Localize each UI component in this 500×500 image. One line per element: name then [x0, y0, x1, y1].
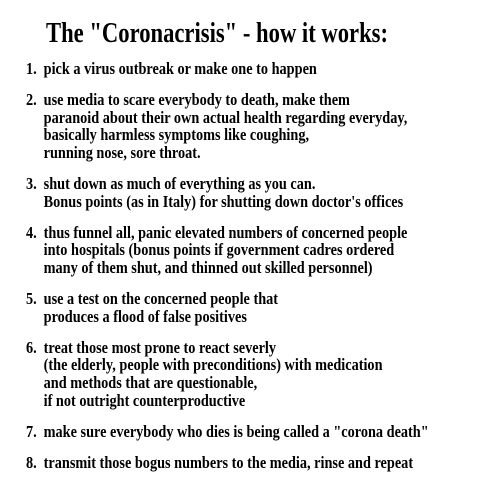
item-line: shut down as much of everything as you can.	[43, 173, 316, 193]
item-line: into hospitals (bonus points if government cadres ordered	[43, 240, 395, 260]
item-line: basically harmless symptoms like coughing,	[43, 125, 310, 145]
list-item-3	[26, 175, 484, 211]
item-number: 8.	[26, 452, 37, 472]
item-line: treat those most prone to react severly	[43, 337, 277, 357]
item-line: paranoid about their own actual health regarding everyday,	[43, 107, 408, 127]
item-number: 6.	[26, 337, 37, 357]
item-line: and methods that are questionable,	[43, 373, 258, 393]
item-line: use media to scare everybody to death, make them	[43, 89, 350, 109]
item-line: pick a virus outbreak or make one to happen	[43, 59, 317, 78]
item-number: 4.	[26, 222, 37, 242]
list-item-2	[26, 91, 484, 162]
item-number: 3.	[26, 173, 37, 193]
list-item-5	[26, 290, 484, 326]
item-line: transmit those bogus numbers to the media, rinse and repeat	[43, 452, 414, 472]
item-number: 2.	[26, 89, 37, 109]
item-line: produces a flood of false positives	[43, 306, 247, 326]
item-line: Bonus points (as in Italy) for shutting down doctor's offices	[43, 191, 404, 211]
item-line: use a test on the concerned people that	[43, 288, 279, 308]
item-line: make sure everybody who dies is being called a "corona death"	[43, 421, 429, 441]
item-line: (the elderly, people with preconditions) with medication	[43, 355, 383, 375]
item-line: if not outright counterproductive	[43, 390, 246, 410]
item-number: 7.	[26, 421, 37, 441]
item-line: many of them shut, and thinned out skilled personnel)	[43, 258, 373, 278]
item-line: running nose, sore throat.	[43, 143, 201, 163]
list-item-4	[26, 224, 484, 277]
list-item-7	[26, 423, 484, 441]
item-number: 5.	[26, 288, 37, 308]
item-number: 1.	[26, 59, 37, 78]
list-item-8	[26, 454, 484, 472]
list-item-1	[26, 60, 484, 78]
document-title: The "Coronacrisis" - how it works:	[46, 17, 389, 49]
item-line: thus funnel all, panic elevated numbers of concerned people	[43, 222, 408, 242]
numbered-list	[26, 58, 496, 471]
list-item-6	[26, 339, 484, 410]
